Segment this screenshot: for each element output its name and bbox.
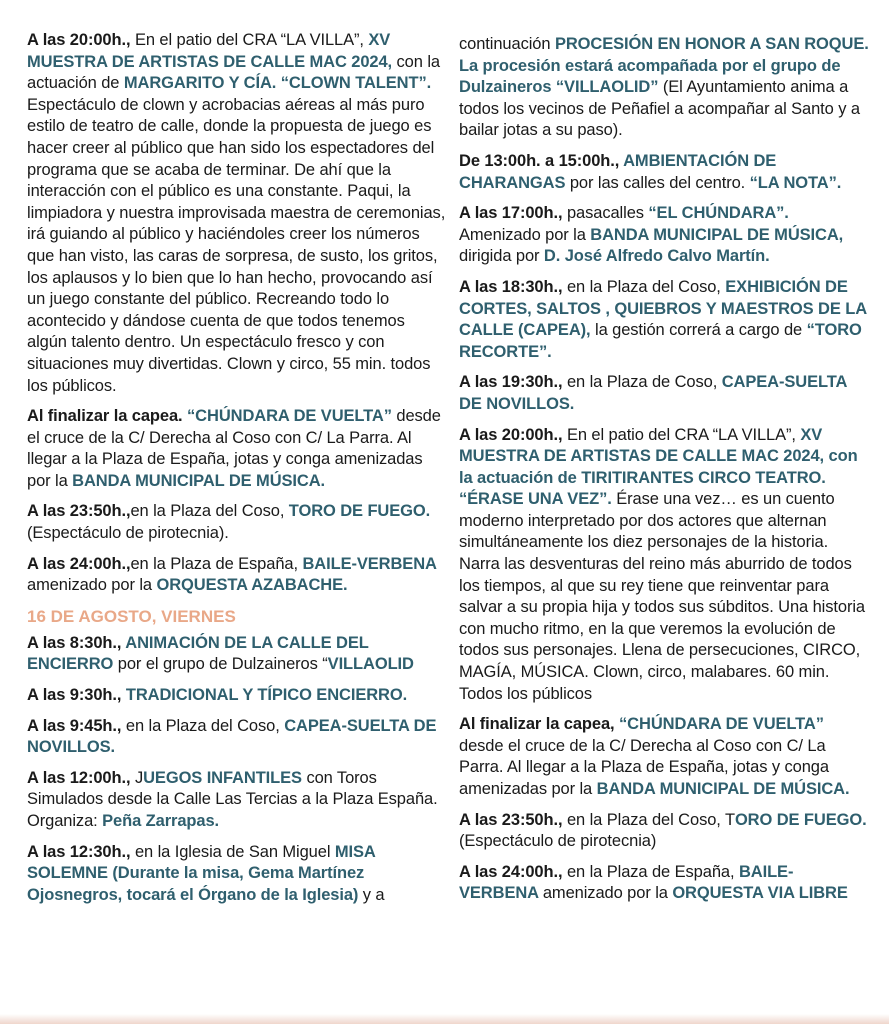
- program-entry: [459, 372, 869, 415]
- entry-text: (El Ayuntamiento anima a todos los vecinos de Peñafiel a acompañar al Santo y a bailar jotas a su paso).: [459, 78, 860, 140]
- program-entry: [459, 203, 869, 268]
- entry-time: A las 20:00h.,: [27, 31, 135, 49]
- entry-highlight: XV MUESTRA DE ARTISTAS DE CALLE MAC 2024,: [27, 31, 397, 71]
- entry-time: A las 24:00h.,: [27, 554, 131, 573]
- program-entry: [459, 810, 869, 853]
- entry-time: A las 12:00h.,: [27, 768, 135, 787]
- entry-time: A las 24:00h.,: [459, 862, 567, 881]
- program-entry: [27, 842, 447, 907]
- entry-text: por el grupo de Dulzaineros “: [117, 655, 328, 674]
- program-entry: [459, 862, 869, 905]
- entry-text: en la Plaza del Coso,: [125, 716, 285, 735]
- entry-highlight: PROCESIÓN EN HONOR A SAN ROQUE. La procesión estará acompañada por el grupo de Dulzaineros “VILLAOLID”: [459, 35, 869, 97]
- entry-highlight: XV MUESTRA DE ARTISTAS DE CALLE MAC 2024, con la actuación de TIRITIRANTES CIRCO TEATRO. “ÉRASE UNA VEZ”.: [459, 425, 858, 509]
- footer-band: [0, 1014, 889, 1024]
- entry-highlight: BANDA MUNICIPAL DE MÚSICA.: [596, 780, 850, 798]
- entry-highlight: ORO DE FUEGO.: [734, 810, 867, 829]
- entry-time: Al finalizar la capea,: [459, 715, 620, 734]
- right-column: [459, 34, 869, 914]
- entry-highlight: CAPEA-SUELTA DE NOVILLOS.: [459, 373, 847, 413]
- entry-time: A las 9:30h.,: [27, 686, 126, 705]
- entry-text: desde el cruce de la C/ Derecha al Coso con C/ La Parra. Al llegar a la Plaza de España, jotas y conga amenizadas por la: [27, 407, 441, 490]
- entry-text: con la actuación de: [27, 52, 440, 93]
- program-entry: [27, 30, 447, 397]
- entry-time: Al finalizar la capea.: [27, 407, 188, 426]
- entry-text: Espectáculo de clown y acrobacias aéreas al más puro estilo de teatro de calle, donde la propuesta de juego es hacer creer al público que han sido los espectadores del programa que se acaba de terminar. De ahí que la interacción con el público es una constante. Paqui, la limpiadora y nuestra improvisada maestra de ceremonias, irá guiando al público y haciéndoles creer los números que han visto, las caras de sorpresa, de susto, los gritos, los aplausos y lo bien que lo han hecho, provocando así un juego constante del público. Recreando todo lo acontecido y dándose cuenta de que todos tenemos algún talento dentro. Un espectáculo fresco y con situaciones muy divertidas. Clown y circo, 55 min. todos los públicos.: [27, 95, 446, 395]
- entry-highlight: Peña Zarrapas.: [102, 812, 220, 830]
- entry-text: en la Plaza del Coso, T: [566, 810, 735, 829]
- entry-text: Érase una vez… es un cuento moderno interpretado por dos actores que alternan simultáneamente los diez personajes de la historia. Narra las desventuras del reino más aburrido de todos los tiempos, al que su rey tiene que reinventar para salvar a su propia hija y todos sus súbditos. Una historia con mucho ritmo, en la que veremos la evolución de todos sus personajes. Llena de persecuciones, CIRCO, MAGÍA, MÚSICA. Clown, circo, malabares. 60 min. Todos los públicos: [459, 490, 865, 703]
- entry-text: y a: [362, 885, 385, 904]
- entry-time: De 13:00h. a 15:00h.,: [459, 151, 624, 170]
- program-entry: [27, 633, 447, 676]
- entry-highlight: AMBIENTACIÓN DE CHARANGAS: [459, 151, 777, 192]
- program-entry: [459, 34, 869, 142]
- entry-highlight: BANDA MUNICIPAL DE MÚSICA,: [590, 225, 844, 244]
- program-entry: [459, 714, 869, 800]
- program-entry: [459, 151, 869, 194]
- entry-time: A las 17:00h.,: [459, 204, 567, 223]
- entry-text: En el patio del CRA “LA VILLA”,: [566, 425, 801, 444]
- entry-text: amenizado por la: [542, 884, 673, 903]
- entry-time: A las 12:30h.,: [27, 842, 135, 861]
- entry-text: J: [134, 768, 144, 787]
- entry-highlight: D. José Alfredo Calvo Martín.: [543, 247, 770, 266]
- entry-text: pasacalles: [566, 204, 649, 223]
- program-entry: [27, 406, 447, 492]
- entry-text: con Toros Simulados desde la Calle Las Tercias a la Plaza España. Organiza:: [27, 768, 438, 830]
- entry-highlight: BANDA MUNICIPAL DE MÚSICA.: [72, 471, 326, 490]
- entry-highlight: ANIMACIÓN DE LA CALLE DEL ENCIERRO: [27, 633, 369, 674]
- entry-highlight: BAILE-VERBENA: [459, 862, 794, 903]
- program-entry: [27, 768, 447, 833]
- entry-text: Amenizado por la: [459, 225, 591, 244]
- program-entry: [27, 501, 447, 544]
- program-entry: [27, 685, 447, 707]
- entry-highlight: “TORO RECORTE”.: [459, 321, 862, 361]
- day-heading: 16 DE AGOSTO, VIERNES: [27, 606, 236, 626]
- entry-text: (Espectáculo de pirotecnia).: [27, 524, 229, 543]
- entry-time: A las 23:50h.,: [27, 502, 131, 521]
- entry-text: (Espectáculo de pirotecnia): [459, 832, 657, 851]
- entry-text: en la Plaza del Coso,: [566, 277, 726, 296]
- entry-highlight: “CHÚNDARA DE VUELTA”: [619, 715, 824, 734]
- entry-time: A las 8:30h.,: [27, 633, 126, 652]
- entry-text: En el patio del CRA “LA VILLA”,: [134, 31, 369, 49]
- program-entry: [27, 554, 447, 597]
- entry-highlight: BAILE-VERBENA: [302, 554, 437, 573]
- program-entry: [27, 716, 447, 759]
- entry-highlight: “LA NOTA”.: [749, 173, 842, 192]
- entry-highlight: “CHÚNDARA DE VUELTA”: [187, 407, 397, 426]
- entry-text: desde el cruce de la C/ Derecha al Coso con C/ La Parra. Al llegar a la Plaza de España, jotas y conga amenizadas por la: [459, 736, 829, 798]
- entry-time: A las 19:30h.,: [459, 373, 567, 392]
- entry-highlight: ORQUESTA AZABACHE.: [156, 576, 348, 595]
- program-entry: [459, 425, 869, 706]
- left-column: [27, 30, 447, 915]
- entry-highlight: MISA SOLEMNE (Durante la misa, Gema Martínez Ojosnegros, tocará el Órgano de la Iglesia): [27, 842, 376, 904]
- entry-text: la gestión correrá a cargo de: [595, 321, 807, 340]
- entry-time: A las 23:50h.,: [459, 810, 567, 829]
- entry-text: dirigida por: [459, 247, 544, 266]
- entry-highlight: MARGARITO Y CÍA. “CLOWN TALENT”.: [123, 74, 432, 93]
- entry-highlight: TRADICIONAL Y TÍPICO ENCIERRO.: [125, 686, 408, 705]
- entry-text: en la Iglesia de San Miguel: [134, 842, 335, 861]
- entry-time: A las 9:45h.,: [27, 716, 126, 735]
- entry-text: por las calles del centro.: [569, 173, 750, 192]
- entry-highlight: UEGOS INFANTILES: [143, 768, 307, 787]
- entry-highlight: VILLAOLID: [327, 655, 414, 674]
- entry-highlight: CAPEA-SUELTA DE NOVILLOS.: [27, 716, 437, 757]
- entry-text: en la Plaza de Coso,: [566, 373, 722, 392]
- entry-time: A las 18:30h.,: [459, 277, 567, 296]
- entry-text: en la Plaza de España,: [566, 862, 739, 881]
- entry-text: continuación: [459, 35, 555, 53]
- entry-text: amenizado por la: [27, 576, 157, 595]
- entry-highlight: EXHIBICIÓN DE CORTES, SALTOS , QUIEBROS Y MAESTROS DE LA CALLE (CAPEA),: [459, 277, 867, 340]
- entry-time: A las 20:00h.,: [459, 425, 567, 444]
- entry-highlight: “EL CHÚNDARA”.: [648, 204, 789, 223]
- entry-highlight: TORO DE FUEGO.: [288, 502, 431, 521]
- entry-text: en la Plaza del Coso,: [130, 502, 289, 521]
- program-entry: [459, 277, 869, 363]
- entry-highlight: ORQUESTA VIA LIBRE: [672, 884, 848, 903]
- entry-text: en la Plaza de España,: [130, 554, 303, 573]
